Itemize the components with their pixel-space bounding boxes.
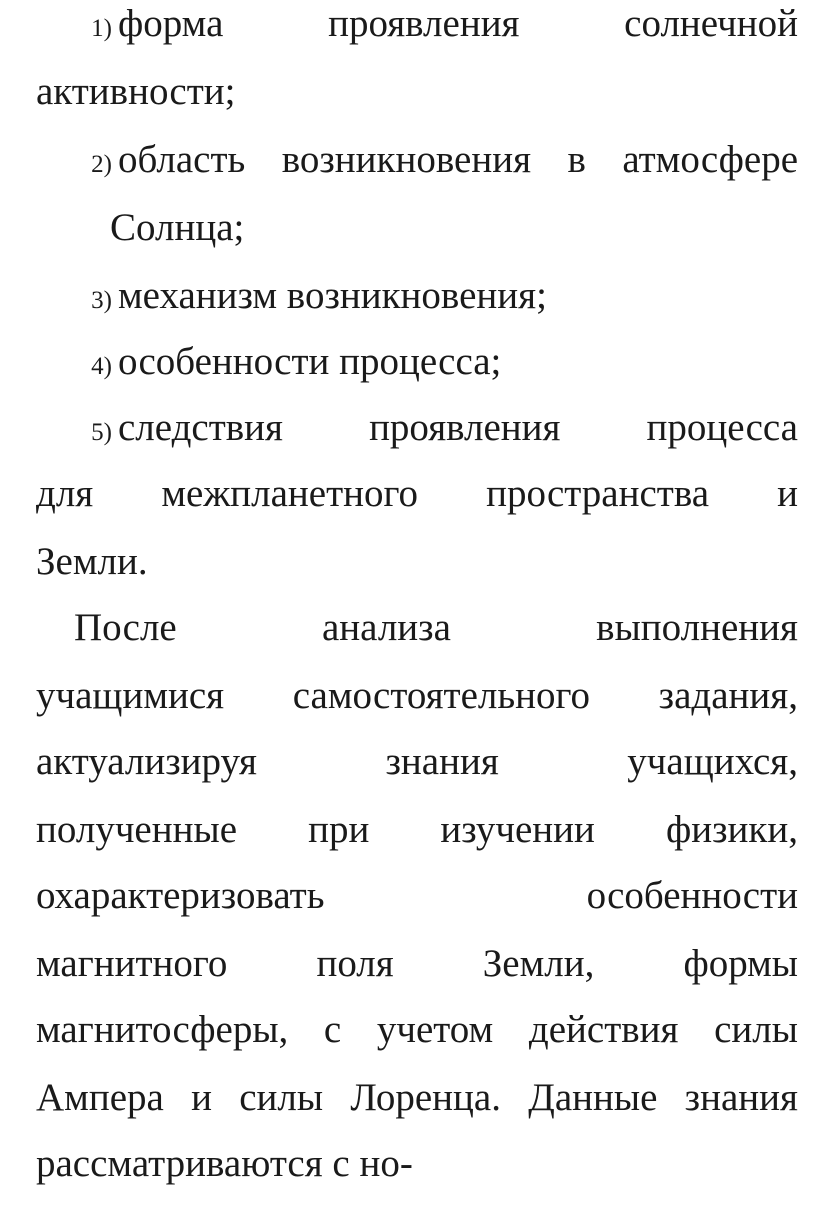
- word: действия: [528, 1008, 679, 1051]
- word: учащимися: [36, 674, 225, 717]
- word: После: [74, 606, 177, 649]
- word: форма: [118, 2, 224, 45]
- word: особенности процесса;: [118, 340, 502, 383]
- paragraph-line-6: [36, 942, 798, 986]
- word: межпланетного: [161, 472, 419, 515]
- list-item-2-line-1: [36, 138, 798, 182]
- word: с: [323, 1008, 342, 1051]
- word: в: [567, 138, 586, 181]
- list-item-4-number: 4): [91, 353, 112, 380]
- word: магнитосферы,: [36, 1008, 289, 1051]
- list-item-5-line-1: [36, 406, 798, 450]
- word: и: [777, 472, 798, 515]
- word: поля: [316, 942, 394, 985]
- word: особенности: [586, 874, 798, 917]
- word: учетом: [376, 1008, 494, 1051]
- list-item-5-line-3: [36, 540, 798, 584]
- word: область: [118, 138, 246, 181]
- word: охарактеризовать: [36, 874, 325, 917]
- list-item-5-number: 5): [91, 419, 112, 446]
- word: процесса: [646, 406, 798, 449]
- word: задания,: [658, 674, 798, 717]
- word: изучении: [440, 808, 595, 851]
- word: пространства: [486, 472, 710, 515]
- word: проявления: [328, 2, 520, 45]
- word: механизм возникновения;: [118, 274, 547, 317]
- paragraph-line-4: [36, 808, 798, 852]
- word: самостоятельного: [292, 674, 591, 717]
- word: следствия: [118, 406, 283, 449]
- word: при: [308, 808, 370, 851]
- word: силы: [239, 1076, 324, 1119]
- word: магнитного: [36, 942, 228, 985]
- word: знания: [684, 1076, 798, 1119]
- list-item-2-line-2: [36, 206, 798, 250]
- list-item-5-line-2: [36, 472, 798, 516]
- paragraph-line-1: [36, 606, 798, 650]
- word: полученные: [36, 808, 237, 851]
- paragraph-line-3: [36, 740, 798, 784]
- list-item-1-line-2: [36, 70, 798, 114]
- list-item-3: [36, 274, 798, 318]
- word: и: [191, 1076, 212, 1119]
- word: Солнца;: [110, 206, 245, 249]
- word: учащихся,: [627, 740, 798, 783]
- word: Земли.: [36, 540, 148, 583]
- word: анализа: [322, 606, 451, 649]
- word: силы: [714, 1008, 798, 1051]
- word: формы: [683, 942, 798, 985]
- word: проявления: [369, 406, 561, 449]
- word: возникновения: [281, 138, 532, 181]
- word: Земли,: [482, 942, 595, 985]
- word: атмосфере: [622, 138, 798, 181]
- list-item-3-number: 3): [91, 287, 112, 314]
- word: солнечной: [624, 2, 798, 45]
- list-item-1-line-1: [36, 2, 798, 46]
- word: рассматриваются с но-: [36, 1142, 413, 1185]
- paragraph-line-9: [36, 1142, 798, 1186]
- paragraph-line-2: [36, 674, 798, 718]
- list-item-1-number: 1): [91, 15, 112, 42]
- paragraph-line-7: [36, 1008, 798, 1052]
- word: Данные: [528, 1076, 658, 1119]
- word: активности;: [36, 70, 236, 113]
- paragraph-line-8: [36, 1076, 798, 1120]
- word: знания: [385, 740, 499, 783]
- word: Лоренца.: [350, 1076, 501, 1119]
- word: физики,: [665, 808, 798, 851]
- word: выполнения: [596, 606, 798, 649]
- word: для: [36, 472, 94, 515]
- word: актуализируя: [36, 740, 257, 783]
- paragraph-line-5: [36, 874, 798, 918]
- list-item-4: [36, 340, 798, 384]
- word: Ампера: [36, 1076, 164, 1119]
- list-item-2-number: 2): [91, 151, 112, 178]
